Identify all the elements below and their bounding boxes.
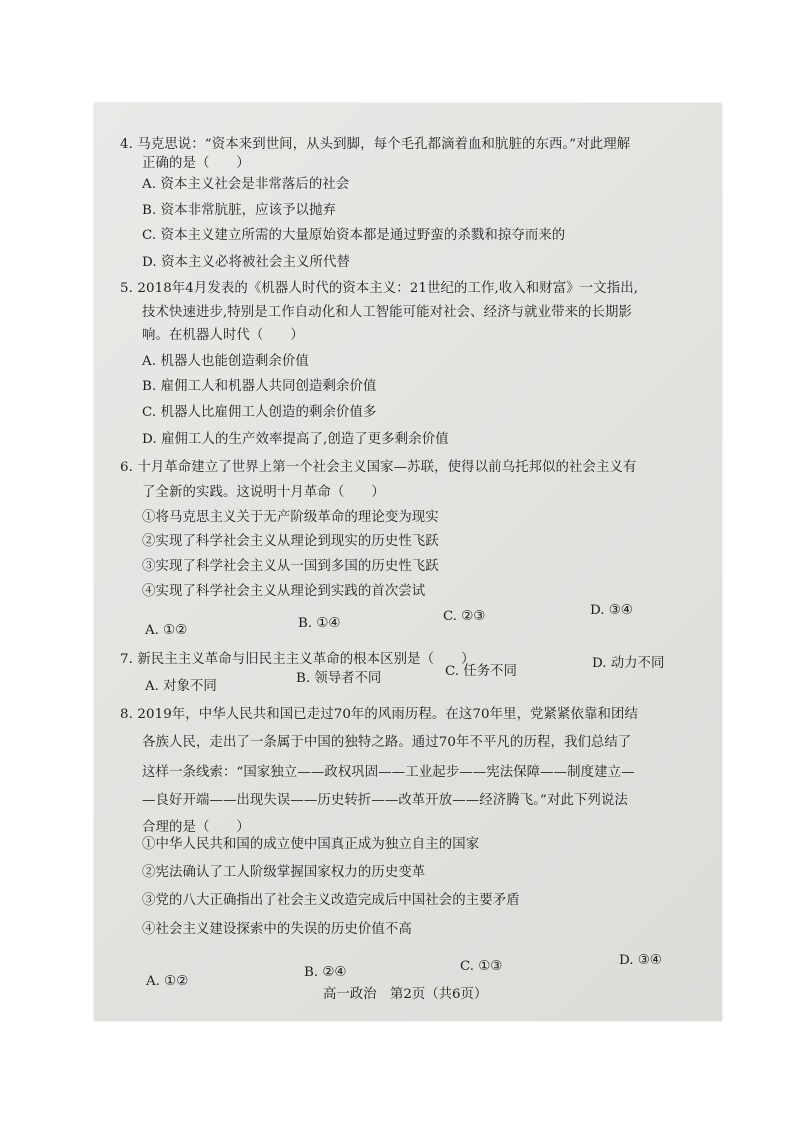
q4-option-d: D. 资本主义必将被社会主义所代替	[142, 255, 350, 270]
q5-option-a: A. 机器人也能创造剩余价值	[142, 354, 309, 369]
q8-stem-line-4: —良好开端——出现失误——历史转折——改革开放——经济腾飞。”对此下列说法	[142, 793, 628, 808]
q5-stem-line-1: 5. 2018年4月发表的《机器人时代的资本主义：21世纪的工作,收入和财富》一文指出,	[120, 281, 639, 296]
q7-stem: 7. 新民主主义革命与旧民主主义革命的根本区别是（ ）	[120, 652, 475, 667]
q4-option-c: C. 资本主义建立所需的大量原始资本都是通过野蛮的杀戮和掠夺而来的	[142, 228, 566, 243]
q6-statement-2: ②实现了科学社会主义从理论到现实的历史性飞跃	[142, 534, 439, 549]
q7-option-a: A. 对象不同	[145, 679, 217, 694]
q8-stem-line-3: 这样一条线索：“国家独立——政权巩固——工业起步——宪法保障——制度建立—	[142, 765, 635, 780]
q6-option-b: B. ①④	[298, 616, 341, 631]
q6-statement-1: ①将马克思主义关于无产阶级革命的理论变为现实	[142, 510, 439, 525]
q8-statement-3: ③党的八大正确指出了社会主义改造完成后中国社会的主要矛盾	[142, 893, 520, 908]
q8-statement-4: ④社会主义建设探索中的失误的历史价值不高	[142, 922, 412, 937]
q5-option-d: D. 雇佣工人的生产效率提高了,创造了更多剩余价值	[142, 432, 449, 447]
q6-option-d: D. ③④	[590, 603, 633, 618]
q5-option-c: C. 机器人比雇佣工人创造的剩余价值多	[142, 405, 377, 420]
q8-stem-line-5: 合理的是（ ）	[142, 820, 250, 835]
page-footer: 高一政治 第2页（共6页）	[323, 987, 488, 1002]
q8-stem-line-1: 8. 2019年，中华人民共和国已走过70年的风雨历程。在这70年里，党紧紧依靠和团结	[120, 707, 638, 722]
q5-option-b: B. 雇佣工人和机器人共同创造剩余价值	[142, 379, 377, 394]
q7-option-b: B. 领导者不同	[296, 671, 382, 686]
q4-stem-line-1: 4. 马克思说：“资本来到世间，从头到脚，每个毛孔都滴着血和肮脏的东西。”对此理解	[120, 137, 631, 152]
q7-option-d: D. 动力不同	[592, 656, 665, 671]
q8-statement-1: ①中华人民共和国的成立使中国真正成为独立自主的国家	[142, 837, 480, 852]
q8-option-b: B. ②④	[304, 965, 347, 980]
q6-statement-4: ④实现了科学社会主义从理论到实践的首次尝试	[142, 584, 426, 599]
q6-option-c: C. ②③	[443, 609, 486, 624]
q5-stem-line-2: 技术快速进步,特别是工作自动化和人工智能可能对社会、经济与就业带来的长期影	[142, 305, 633, 320]
q6-statement-3: ③实现了科学社会主义从一国到多国的历史性飞跃	[142, 559, 439, 574]
q8-stem-line-2: 各族人民，走出了一条属于中国的独特之路。通过70年不平凡的历程，我们总结了	[142, 735, 632, 750]
q6-stem-line-2: 了全新的实践。这说明十月革命（ ）	[142, 485, 385, 500]
q4-option-b: B. 资本非常肮脏，应该予以抛弃	[142, 203, 337, 218]
q8-statement-2: ②宪法确认了工人阶级掌握国家权力的历史变革	[142, 865, 426, 880]
q6-option-a: A. ①②	[145, 623, 188, 638]
q4-option-a: A. 资本主义社会是非常落后的社会	[142, 177, 350, 192]
q6-stem-line-1: 6. 十月革命建立了世界上第一个社会主义国家—苏联，使得以前乌托邦似的社会主义有	[120, 460, 637, 475]
q8-option-a: A. ①②	[146, 974, 189, 989]
q8-option-c: C. ①③	[460, 959, 503, 974]
q8-option-d: D. ③④	[619, 953, 662, 968]
q4-stem-line-2: 正确的是（ ）	[142, 156, 250, 171]
q5-stem-line-3: 响。在机器人时代（ ）	[142, 328, 304, 343]
q7-option-c: C. 任务不同	[445, 664, 517, 679]
